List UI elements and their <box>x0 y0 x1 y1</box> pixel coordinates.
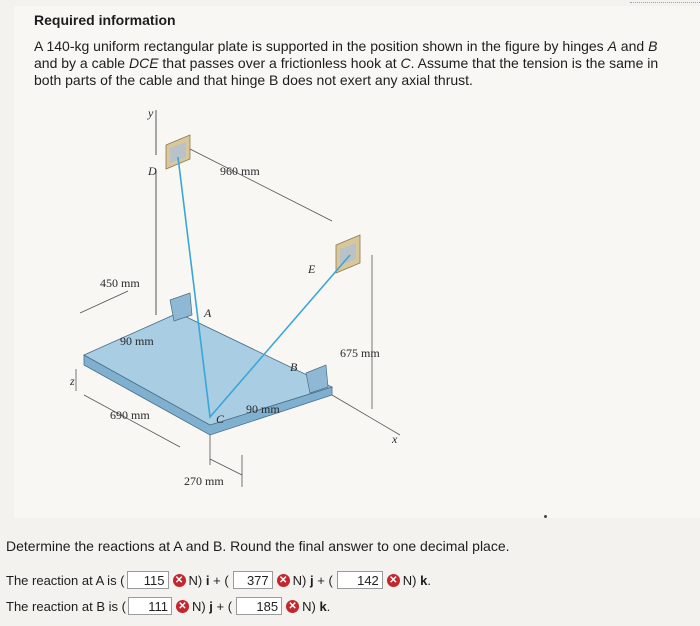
stray-dot <box>544 515 547 518</box>
label-y: y <box>148 106 154 120</box>
label-c: C <box>216 412 225 426</box>
top-border-line <box>630 2 700 5</box>
dim-90-a: 90 mm <box>120 334 154 348</box>
plate-figure <box>70 95 430 505</box>
reaction-b-j-unit: N) j + ( <box>191 598 233 614</box>
dim-960: 960 mm <box>220 164 260 178</box>
dim-450-line <box>80 291 128 313</box>
reaction-b-label: The reaction at B is ( <box>6 598 126 614</box>
incorrect-icon: ✕ <box>173 574 186 587</box>
reaction-a-i-input[interactable]: 115 <box>127 571 169 589</box>
question-text: Determine the reactions at A and B. Round the final answer to one decimal place. <box>6 538 510 554</box>
incorrect-icon: ✕ <box>277 574 290 587</box>
dim-690: 690 mm <box>110 408 150 422</box>
x-axis <box>332 395 400 435</box>
dim-450: 450 mm <box>100 276 140 290</box>
page-title: Required information <box>34 12 176 28</box>
reaction-a-j-input[interactable]: 377 <box>233 571 273 589</box>
dim-675: 675 mm <box>340 346 380 360</box>
bracket-d <box>166 135 190 169</box>
reaction-a-i-unit: N) i + ( <box>188 572 229 588</box>
incorrect-icon: ✕ <box>387 574 400 587</box>
reaction-a-label: The reaction at A is ( <box>6 572 125 588</box>
reaction-a-k-unit: N) k. <box>402 572 431 588</box>
reaction-a-k-input[interactable]: 142 <box>337 571 383 589</box>
label-z: z <box>70 374 75 388</box>
reaction-b-k-input[interactable]: 185 <box>236 597 282 615</box>
hinge-a <box>170 293 192 321</box>
label-a: A <box>204 306 212 320</box>
reaction-a-row <box>6 570 431 590</box>
label-x: x <box>392 432 398 446</box>
plate-diagram <box>70 95 430 505</box>
dim-960-line <box>190 149 332 221</box>
dim-270-line <box>210 459 242 475</box>
label-d: D <box>148 164 157 178</box>
dim-90-b: 90 mm <box>246 402 280 416</box>
dim-270: 270 mm <box>184 474 224 488</box>
label-e: E <box>308 262 316 276</box>
reaction-b-k-unit: N) k. <box>302 598 331 614</box>
reaction-b-j-input[interactable]: 111 <box>128 597 172 615</box>
reaction-b-row <box>6 596 330 616</box>
incorrect-icon: ✕ <box>176 600 189 613</box>
incorrect-icon: ✕ <box>286 600 299 613</box>
reaction-a-j-unit: N) j + ( <box>292 572 333 588</box>
label-b: B <box>290 360 298 374</box>
problem-statement: A 140-kg uniform rectangular plate is supported in the position shown in the figure by hinges A and B and by a cable DCE that passes over a frictionless hook at C. Assume that the tension is the same in both parts of the cable and that hinge B does not exert any axial thrust. <box>34 38 659 88</box>
